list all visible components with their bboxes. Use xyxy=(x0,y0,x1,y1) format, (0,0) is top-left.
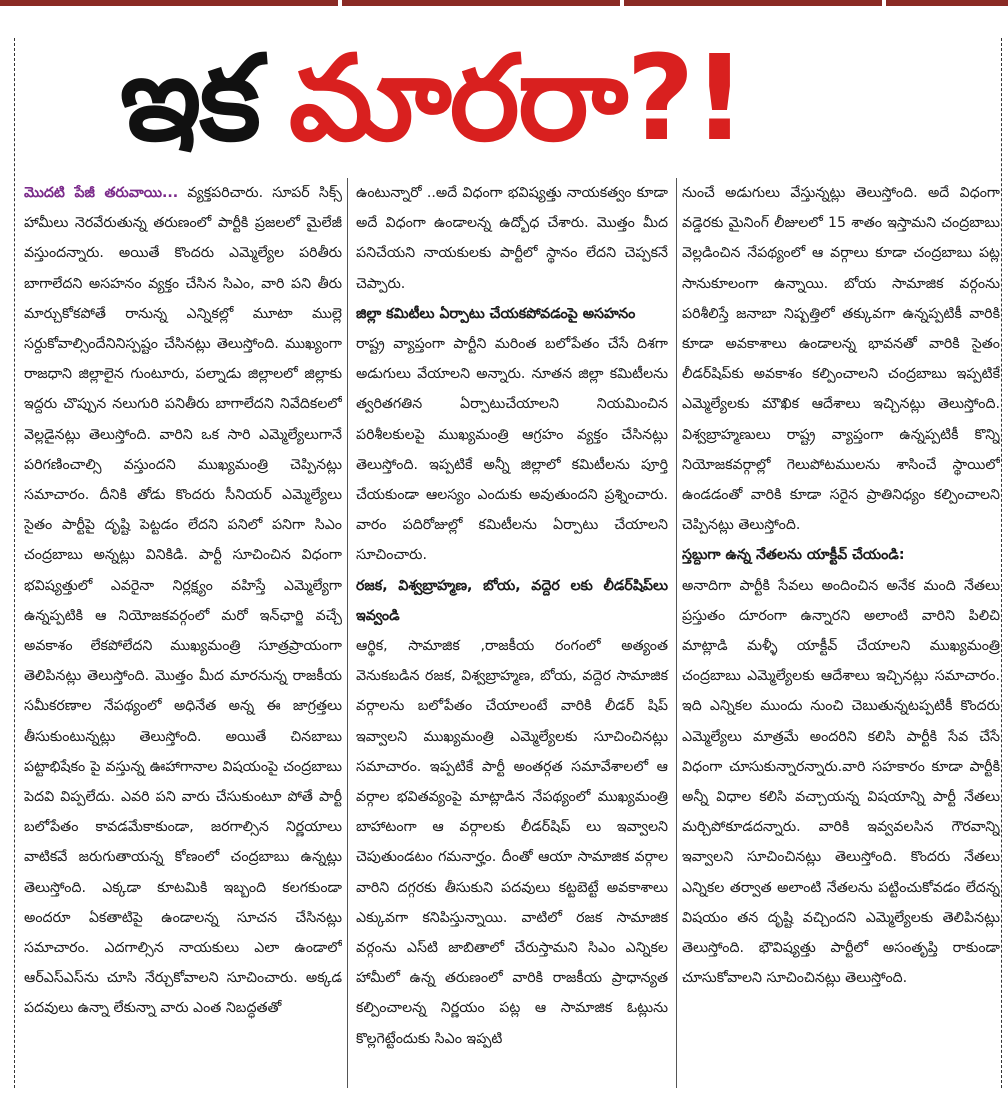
column-2-subheading-2: రజక, విశ్వబ్రాహ్మణ, బోయ, వద్దెర లకు లీడర్‌షిప్‌లు ఇవ్వండి xyxy=(356,577,668,624)
column-2-subheading-1: జిల్లా కమిటీలు ఏర్పాటు చేయకపోవడంపై అసహనం xyxy=(356,305,636,322)
column-2-paragraph-1: ఉంటున్నారో ..అదే విధంగా భవిష్యత్తు నాయకత్వం కూడా అదే విధంగా ఉండాలన్న ఉద్బోధ చేశారు. మొత్తం మీద పనిచేయని నాయకులకు పార్టీలో స్థానం లేదని చెప్పకనే చెప్పారు. xyxy=(356,185,668,292)
column-1-paragraph xyxy=(24,178,342,1024)
column-2 xyxy=(347,178,677,1088)
column-3 xyxy=(682,178,1000,1088)
column-2-paragraph-3: ఆర్థిక, సామాజిక ,రాజకీయ రంగంలో అత్యంత వెనుకబడిన రజక, విశ్వబ్రాహ్మణ, బోయ, వద్దెర సామాజిక వర్గాలను బలోపేతం చేయాలంటే వారికి లీడర్ షిప్ ఇవ్వాలని ముఖ్యమంత్రి ఎమ్మెల్యేలకు సూచించినట్లు సమాచారం. ఇప్పటికే పార్టీ అంతర్గత సమావేశాలలో ఆ వర్గాల భవితవ్యంపై మాట్లాడిన నేపథ్యంలో ముఖ్యమంత్రి బాహాటంగా ఆ వర్గాలకు లీడర్‌షిప్ లు ఇవ్వాలని చెపుతుండటం గమనార్హం. దీంతో ఆయా సామాజిక వర్గాల వారిని దగ్గరకు తీసుకుని పదవులు కట్టబెట్టే అవకాశాలు ఎక్కువగా కనిపిస్తున్నాయి. వాటిలో రజక సామాజిక వర్గంను ఎస్‌టి జాబితాలో చేరుస్తామని సిఎం ఎన్నికల హామీలో ఉన్న తరుణంలో వారికి రాజకీయ ప్రాధాన్యత కల్పించాలన్న నిర్ణయం పట్ల ఆ సామాజిక ఓట్లును కొల్లగెట్టేందుకు సిఎం ఇప్పటి xyxy=(356,638,668,1047)
headline xyxy=(120,28,744,168)
top-color-bar xyxy=(0,0,1008,6)
column-1-text: వ్యక్తపరిచారు. సూపర్ సిక్స్ హామీలు నెరవేరుతున్న తరుణంలో పార్టీకి ప్రజలలో మైలేజీ వస్తుందన్నారు. అయితే కొందరు ఎమ్మెల్యేల పరితీరు బాగాలేదని అసహనం వ్యక్తం చేసిన సిఎం, వారి పని తీరు మార్చుకోకపోతే రానున్న ఎన్నికల్లో మూటా ముల్లె సర్దుకోవాల్సిందేనినిస్పష్టం చేసినట్లు తెలుస్తోంది. ముఖ్యంగా రాజధాని జిల్లాలైన గుంటూరు, పల్నాడు జిల్లాలలో జిల్లాకు ఇద్దరు చొప్పున నలుగురి పనితీరు బాగాలేదని నివేదికలలో వెల్లడైనట్లు తెలుస్తోంది. వారిని ఒక సారి ఎమ్మెల్యేలుగానే పరిగణించాల్సి వస్తుందని ముఖ్యమంత్రి చెప్పినట్లు సమాచారం. దీనికి తోడు కొందరు సీనియర్ ఎమ్మెల్యేలు సైతం పార్టీపై దృష్టి పెట్టడం లేదని పనిలో పనిగా సిఎం చంద్రబాబు అన్నట్లు వినికిడి. పార్టీ సూచించిన విధంగా భవిష్యత్తులో ఎవరైనా నిర్లక్ష్యం వహిస్తే ఎమ్మెల్యేగా ఉన్నప్పటికి ఆ నియోజకవర్గంలో మరో ఇన్‌ఛార్జి వచ్చే అవకాశం లేకపోలేదని ముఖ్యమంత్రి సూత్రప్రాయంగా తెలిపినట్లు తెలుస్తోంది. మొత్తం మీద మారనున్న రాజకీయ సమీకరణాల నేపథ్యంలో అధినేత అన్న ఈ జాగ్రత్తలు తీసుకుంటున్నట్లు తెలుస్తోంది. అయితే చినబాబు పట్టాభిషేకం పై వస్తున్న ఊహాగానాల విషయంపై చంద్రబాబు పెదవి విప్పలేదు. ఎవరి పని వారు చేసుకుంటూ పోతే పార్టీ బలోపేతం కావడమేకాకుండా, జరగాల్సిన నిర్ణయాలు వాటికవే జరుగుతాయన్న కోణంలో చంద్రబాబు ఉన్నట్లు తెలుస్తోంది. ఎక్కడా కూటమికి ఇబ్బంది కలగకుండా అందరూ ఏకతాటిపై ఉండాలన్న సూచన చేసినట్లు సమాచారం. ఎదగాల్సిన నాయకులు ఎలా ఉండాలో ఆర్‌ఎస్‌ఎస్‌ను చూసి నేర్చుకోవాలని సూచించారు. అక్కడ పదవులు ఉన్నా లేకున్నా వారు ఎంత నిబద్ధతతో xyxy=(24,185,342,1017)
column-1 xyxy=(24,178,342,1088)
headline-part1: ఇక xyxy=(120,29,259,167)
article-body xyxy=(24,178,1000,1088)
left-border-line xyxy=(14,38,15,1088)
headline-part2: మారరా?! xyxy=(288,29,745,167)
column-2-paragraph-2: రాష్ట్ర వ్యాప్తంగా పార్టీని మరింత బలోపేతం చేసే దిశగా అడుగులు వేయాలని అన్నారు. నూతన జిల్లా కమిటీలను త్వరితగతిన ఏర్పాటుచేయాలని నియమించిన పరిశీలకులపై ముఖ్యమంత్రి ఆగ్రహం వ్యక్తం చేసినట్లు తెలుస్తోంది. ఇప్పటికే అన్నీ జిల్లాలో కమిటీలను పూర్తి చేయకుండా ఆలస్యం ఎందుకు అవుతుందని ప్రశ్నించారు. వారం పదిరోజుల్లో కమిటీలను ఏర్పాటు చేయాలని సూచించారు. xyxy=(356,336,668,564)
continued-from-label: మొదటి పేజీ తరువాయి... xyxy=(24,185,179,201)
right-border-line xyxy=(1001,38,1002,1088)
column-3-paragraph-1: నుంచే అడుగులు వేస్తున్నట్లు తెలుస్తోంది. అదే విధంగా వడ్డెరకు మైనింగ్ లీజులలో 15 శాతం ఇస్తామని చంద్రబాబు వెల్లడించిన నేపథ్యంలో ఆ వర్గాలు కూడా చంద్రబాబు పట్ల సానుకూలంగా ఉన్నాయి. బోయ సామాజిక వర్గంను పరిశీలిస్తే జనాబా నిష్పత్తిలో తక్కువగా ఉన్నప్పటికీ వారికి కూడా అవకాశాలు ఉండాలన్న భావనతో వారికి సైతం లీడర్‌షిప్‌కు అవకాశం కల్పించాలని చంద్రబాబు ఇప్పటికే ఎమ్మెల్యేలకు మౌఖిక ఆదేశాలు ఇచ్చినట్లు తెలుస్తోంది. విశ్వబ్రాహ్మణులు రాష్ట్ర వ్యాప్తంగా ఉన్నప్పటికీ కొన్ని నియోజకవర్గాల్లో గెలుపోటములను శాసించే స్థాయిలో ఉండడంతో వారికి కూడా సరైన ప్రాతినిధ్యం కల్పించాలని చెప్పినట్లు తెలుస్తోంది. xyxy=(682,185,1000,534)
column-3-subheading: స్తబ్దుగా ఉన్న నేతలను యాక్టీవ్ చేయండి: xyxy=(682,547,905,564)
column-3-paragraph-2: అనాదిగా పార్టీకి సేవలు అందించిన అనేక మంది నేతలు ప్రస్తుతం దూరంగా ఉన్నారని అలాంటి వారిని పిలిచి మాట్లాడి మళ్ళీ యాక్టీవ్ చేయాలని ముఖ్యమంత్రి చంద్రబాబు ఎమ్మెల్యేలకు ఆదేశాలు ఇచ్చినట్లు సమాచారం. ఇది ఎన్నికల ముందు నుంచి చెబుతున్నటప్పటికీ కొందరు ఎమ్మెల్యేలు మాత్రమే అందరిని కలిసి పార్టీకి సేవ చేసే విధంగా చూసుకున్నారన్నారు.వారి సహకారం కూడా పార్టీకి అన్నీ విధాల కలిసి వచ్చాయన్న విషయాన్ని పార్టీ నేతలు మర్చిపోకూడదన్నారు. వారికి ఇవ్వవలసిన గౌరవాన్ని ఇవ్వాలని సూచించినట్లు తెలుస్తోంది. కొందరు నేతలు ఎన్నికల తర్వాత అలాంటి నేతలను పట్టించుకోవడం లేదన్న విషయం తన దృష్టి వచ్చిందని ఎమ్మెల్యేలకు తెలిపినట్లు తెలుస్తోంది. భౌవిష్యత్తు పార్టీలో అసంతృప్తి రాకుండా చూసుకోవాలని సూచించినట్లు తెలుస్తోంది. xyxy=(682,577,1000,987)
